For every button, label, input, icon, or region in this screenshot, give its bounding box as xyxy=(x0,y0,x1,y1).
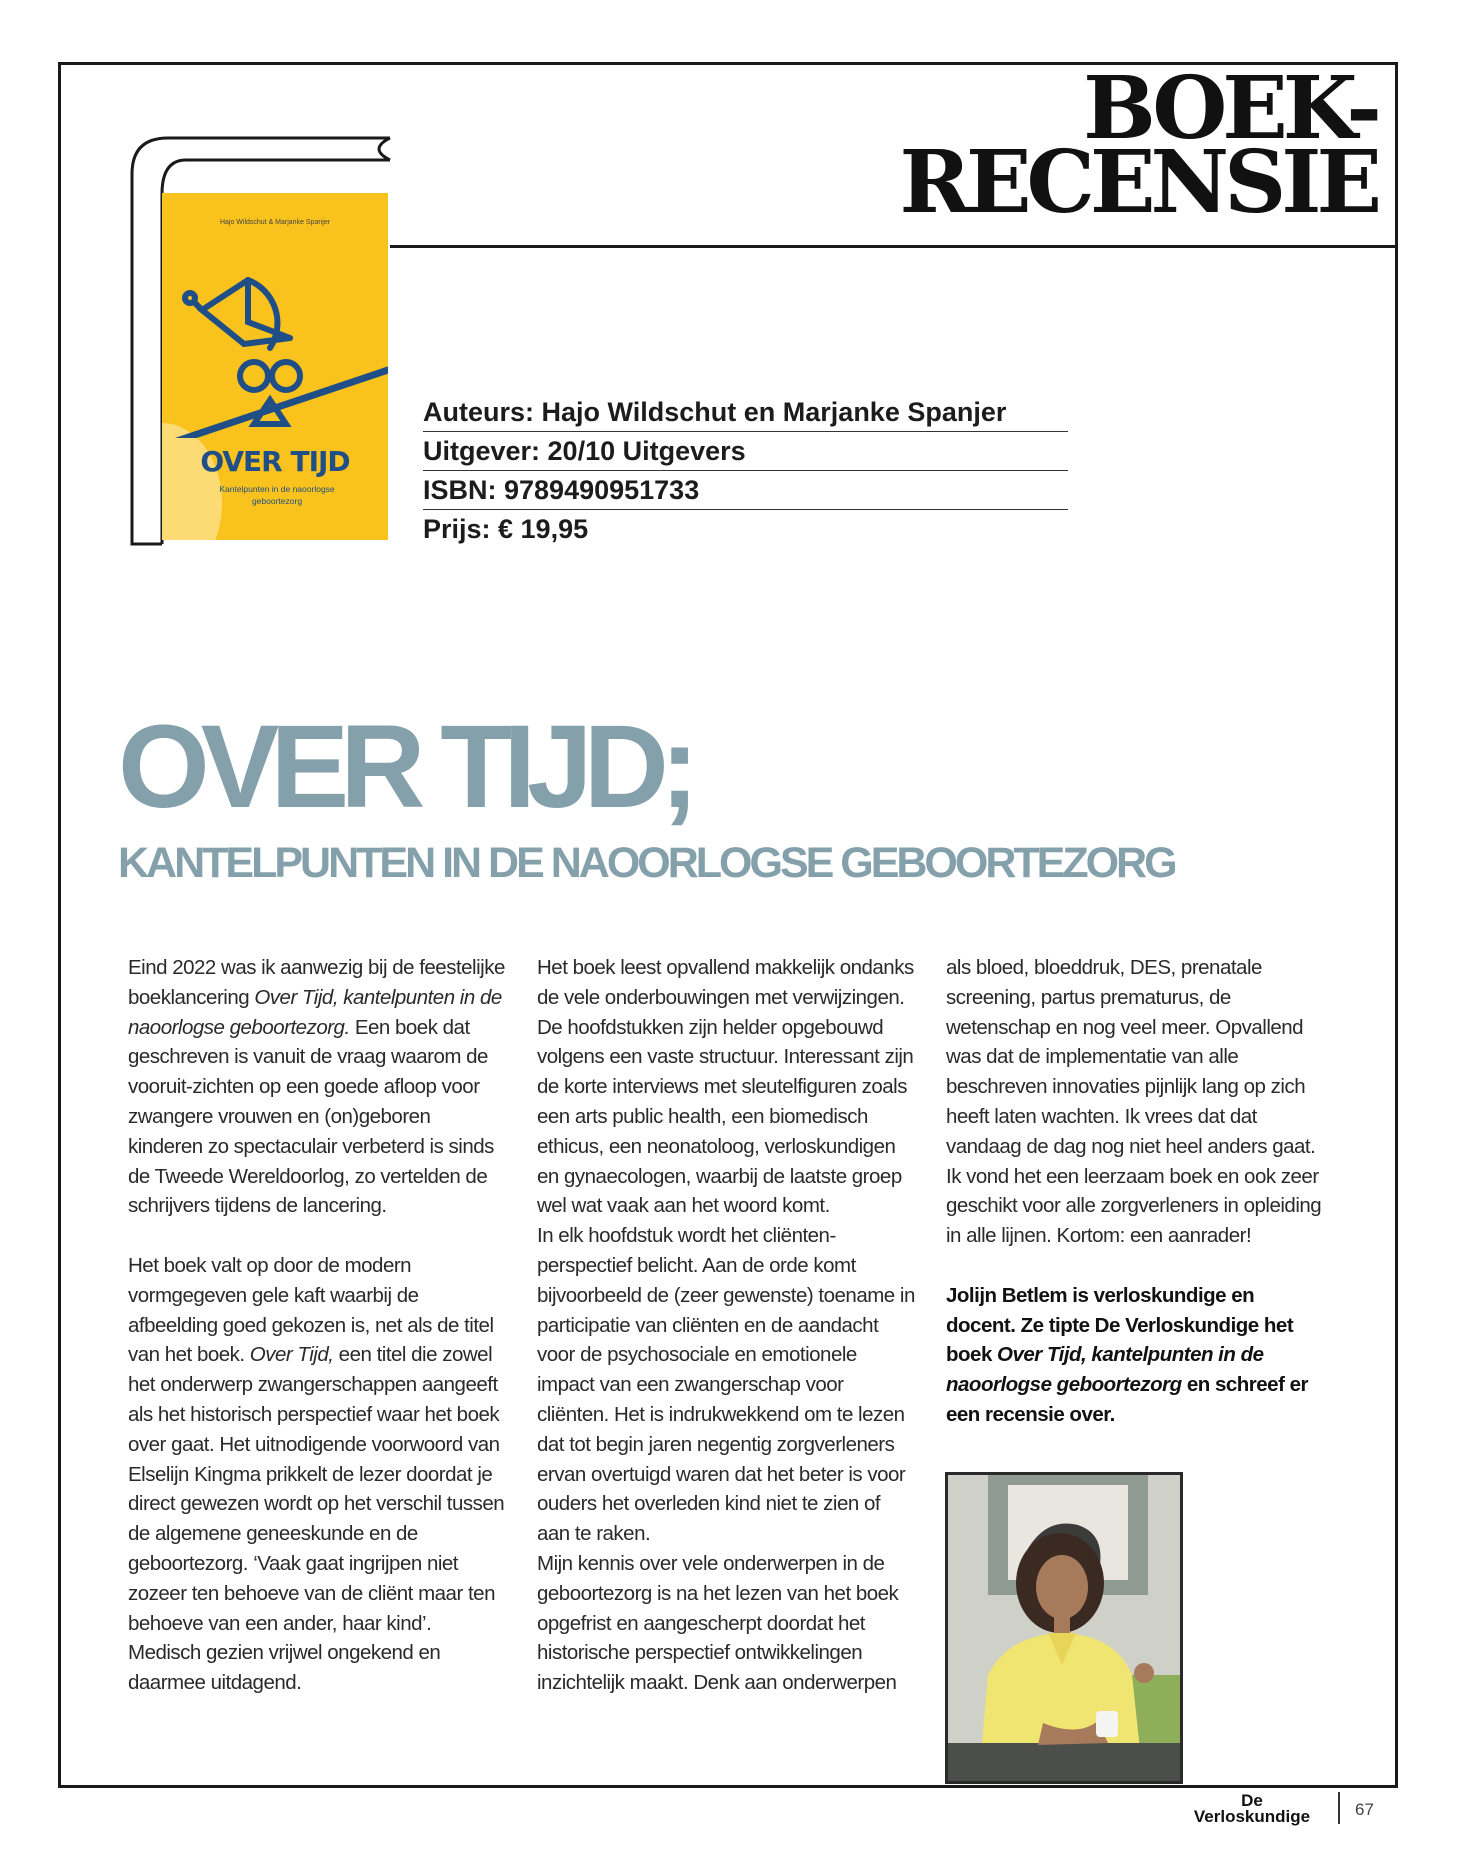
book-title-italic: Over Tijd, xyxy=(249,1343,334,1367)
paragraph: als bloed, bloeddruk, DES, prenatale screening, partus prematurus, de wetenschap en nog veel meer. Opvallend was dat de implementatie van alle beschreven innovaties pijnlijk lang op zich heeft laten wachten. Ik vrees dat dat vandaag de dag nog niet heel anders gaat. Ik vond het een leerzaam boek en ook zeer geschikt voor alle zorgverleners in opleiding in alle lijnen. Kortom: een aanrader! xyxy=(946,956,1322,1248)
author-bio xyxy=(946,1281,1326,1430)
footer-divider xyxy=(1338,1792,1340,1824)
page-number: 67 xyxy=(1355,1800,1374,1819)
book-isbn: ISBN: 9789490951733 xyxy=(423,471,1068,510)
cover-authors: Hajo Wildschut & Marjanke Spanjer xyxy=(219,219,331,226)
article-column-1 xyxy=(128,953,508,1698)
book-title-italic: Over Tijd, kantelpunten in de naoorlogse geboortezorg. xyxy=(128,985,502,1039)
paragraph xyxy=(128,1251,508,1698)
article-column-2 xyxy=(537,953,917,1698)
magazine-brand xyxy=(1180,1793,1324,1825)
magazine-brand-line-2: Verloskundige xyxy=(1193,1807,1311,1826)
section-title-line-2: RECENSIE xyxy=(899,132,1377,233)
pram-on-seesaw-icon xyxy=(162,248,388,438)
header-rule xyxy=(390,245,1398,248)
book-price: Prijs: € 19,95 xyxy=(423,514,589,544)
cover-title: OVER TIJD xyxy=(200,445,350,478)
book-details xyxy=(423,393,1068,549)
paragraph: Het boek leest opvallend makkelijk ondanks de vele onderbouwingen met verwijzingen. De hoofdstukken zijn helder opgebouwd volgens een vaste structuur. Interessant zijn de korte interviews met sleutelfiguren zoals een arts public health, een biomedisch ethicus, een neonatoloog, verloskundigen en gynaecologen, waarbij de laatste groep wel wat vaak aan het woord komt. xyxy=(537,956,914,1218)
text-span: Jolijn Betlem is verloskundige en docent. Ze tipte De Verloskundige het boek xyxy=(946,1283,1294,1367)
text-span: Een boek dat geschreven is vanuit de vraag waarom de vooruit-zichten op een goede afloop voor zwangere vrouwen en (on)geboren kinderen zo spectaculair verbeterd is sinds de Tweede Wereldoorlog, zo vertelden de schrijvers tijdens de lancering. xyxy=(128,1015,494,1218)
cover-glow xyxy=(162,423,222,540)
text-span: Het boek valt op door de modern vormgegeven gele kaft waarbij de afbeelding goed gekozen is, net als de titel van het boek. xyxy=(128,1253,494,1367)
book-title-italic: Over Tijd, kantelpunten in de naoorlogse geboortezorg xyxy=(946,1343,1264,1397)
book-cover xyxy=(162,193,388,540)
paragraph: In elk hoofdstuk wordt het cliënten-perspectief belicht. Aan de orde komt bijvoorbeeld de (zeer gewenste) toename in participatie van cliënten en de aandacht voor de psychosociale en emotionele impact van een zwangerschap voor cliënten. Het is indrukwekkend om te lezen dat tot begin jaren negentig zorgverleners ervan overtuigd waren dat het beter is voor ouders het overleden kind niet te zien of aan te raken. xyxy=(537,1224,915,1546)
book-publisher: Uitgever: 20/10 Uitgevers xyxy=(423,432,1068,471)
article-column-3 xyxy=(946,953,1326,1430)
cover-subtitle: Kantelpunten in de naoorlogse geboortezorg xyxy=(219,484,335,506)
article-subheadline: KANTELPUNTEN IN DE NAOORLOGSE GEBOORTEZORG xyxy=(118,839,1175,887)
text-span: Eind 2022 was ik aanwezig bij de feestelijke boeklancering xyxy=(128,956,505,1009)
author-portrait-image xyxy=(948,1475,1183,1784)
section-title-line-1: BOEK- xyxy=(1083,58,1377,159)
text-span: en schreef er een recensie over. xyxy=(946,1373,1308,1426)
section-title xyxy=(899,58,1377,233)
book-authors: Auteurs: Hajo Wildschut en Marjanke Spanjer xyxy=(423,393,1068,432)
text-span: een titel die zowel het onderwerp zwangerschappen aangeeft als het historisch perspectief waar het boek over gaat. Het uitnodigende voorwoord van Elselijn Kingma prikkelt de lezer doordat je direct gewezen wordt op het verschil tussen de algemene geneeskunde en de geboortezorg. ‘Vaak gaat ingrijpen niet zozeer ten behoeve van de cliënt maar ten behoeve van een ander, haar kind’. Medisch gezien vrijwel ongekend en daarmee uitdagend. xyxy=(128,1343,505,1695)
article-headline: OVER TIJD; xyxy=(118,701,691,833)
paragraph xyxy=(128,953,508,1221)
magazine-brand-line-1: De xyxy=(1241,1791,1263,1810)
author-photo xyxy=(945,1472,1183,1784)
paragraph: Mijn kennis over vele onderwerpen in de geboortezorg is na het lezen van het boek opgefrist en aangescherpt doordat het historische perspectief ontwikkelingen inzichtelijk maakt. Denk aan onderwerpen xyxy=(537,1551,899,1695)
